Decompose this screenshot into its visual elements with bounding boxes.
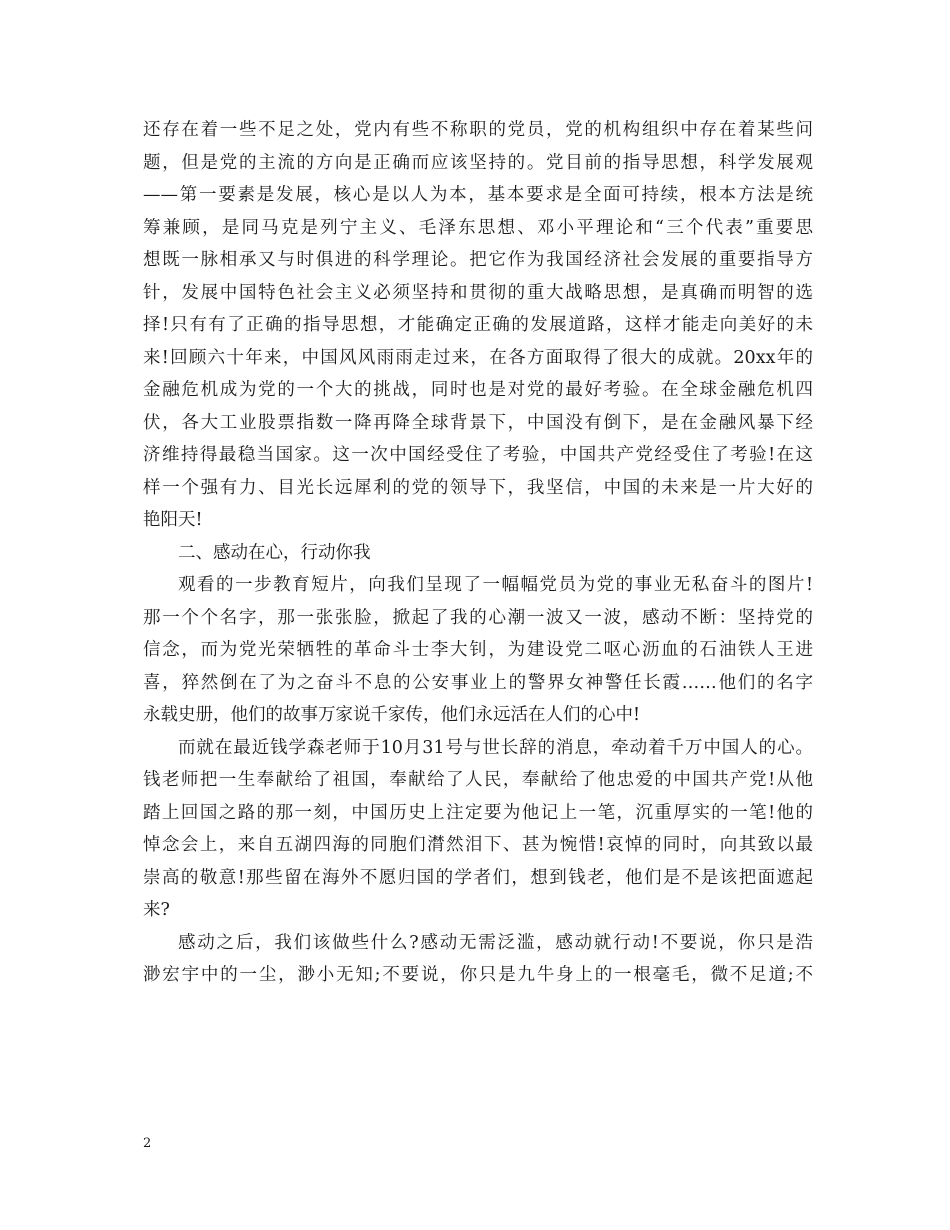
- text-line: 渺宏宇中的一尘，渺小无知;不要说，你只是九牛身上的一根毫毛，微不足道;不: [143, 965, 813, 985]
- text-line: 还存在着一些不足之处，党内有些不称职的党员，党的机构组织中存在着某些问: [143, 120, 813, 140]
- text-line: 来?: [143, 900, 170, 920]
- section-heading: 二、感动在心，行动你我: [178, 542, 371, 563]
- text-line: 钱老师把一生奉献给了祖国，奉献给了人民，奉献给了他忠爱的中国共产党!从他: [143, 770, 813, 790]
- text-line: 济维持得最稳当国家。这一次中国经受住了考验，中国共产党经受住了考验!在这: [143, 445, 813, 465]
- text-line: 那一个个名字，那一张张脸，掀起了我的心潮一波又一波，感动不断：坚持党的: [143, 607, 813, 628]
- text-line: 观看的一步教育短片，向我们呈现了一幅幅党员为党的事业无私奋斗的图片!: [178, 575, 813, 595]
- text-line: 喜，猝然倒在了为之奋斗不息的公安事业上的警界女神警任长霞……他们的名字: [143, 672, 813, 693]
- text-line: 题，但是党的主流的方向是正确而应该坚持的。党目前的指导思想，科学发展观: [143, 152, 813, 173]
- text-line: 悼念会上，来自五湖四海的同胞们潸然泪下、甚为惋惜!哀悼的同时，向其致以最: [143, 835, 813, 855]
- text-line: ——第一要素是发展，核心是以人为本，基本要求是全面可持续，根本方法是统: [143, 185, 813, 205]
- text-line: 而就在最近钱学森老师于10月31号与世长辞的消息，牵动着千万中国人的心。: [178, 737, 813, 758]
- text-line: 踏上回国之路的那一刻，中国历史上注定要为他记上一笔，沉重厚实的一笔!他的: [143, 802, 813, 823]
- text-line: 筹兼顾，是同马克是列宁主义、毛泽东思想、邓小平理论和“三个代表”重要思: [143, 217, 813, 238]
- text-line: 想既一脉相承又与时俱进的科学理论。把它作为我国经济社会发展的重要指导方: [143, 250, 813, 270]
- text-line: 来!回顾六十年来，中国风风雨雨走过来，在各方面取得了很大的成就。20xx年的: [143, 347, 813, 368]
- text-line: 信念，而为党光荣牺牲的革命斗士李大钊，为建设党二呕心沥血的石油铁人王进: [143, 640, 813, 660]
- text-line: 感动之后，我们该做些什么?感动无需泛滥，感动就行动!不要说，你只是浩: [178, 932, 813, 953]
- text-line: 艳阳天!: [143, 510, 203, 530]
- text-line: 伏，各大工业股票指数一降再降全球背景下，中国没有倒下，是在金融风暴下经: [143, 412, 813, 433]
- text-line: 永载史册，他们的故事万家说千家传，他们永远活在人们的心中!: [143, 705, 641, 725]
- page-number: 2: [143, 1136, 152, 1151]
- text-line: 针，发展中国特色社会主义必须坚持和贯彻的重大战略思想，是真确而明智的选: [143, 282, 813, 303]
- body-text: [143, 114, 813, 992]
- text-line: 择!只有有了正确的指导思想，才能确定正确的发展道路，这样才能走向美好的未: [143, 315, 813, 335]
- text-line: 金融危机成为党的一个大的挑战，同时也是对党的最好考验。在全球金融危机四: [143, 380, 813, 400]
- text-line: 崇高的敬意!那些留在海外不愿归国的学者们，想到钱老，他们是不是该把面遮起: [143, 867, 813, 888]
- text-line: 样一个强有力、目光长远犀利的党的领导下，我坚信，中国的未来是一片大好的: [143, 477, 813, 498]
